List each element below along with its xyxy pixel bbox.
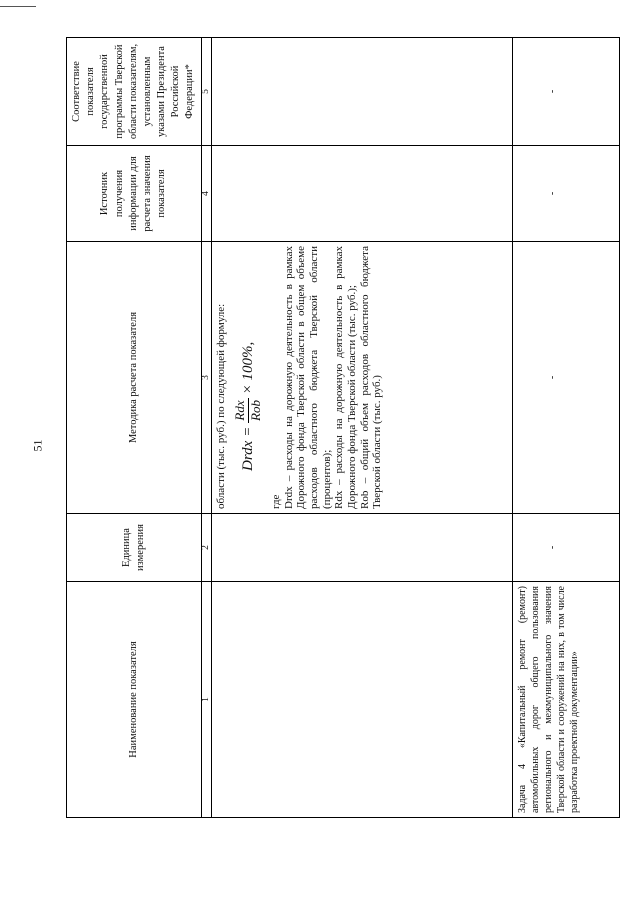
formula-numerator: Rdx — [232, 400, 248, 421]
conformity-cell — [211, 38, 512, 146]
methodology-where: где — [270, 494, 283, 509]
definition-rob: Rob – общий объем расходов областного бюджета Тверской области (тыс. руб.) — [358, 246, 384, 509]
methodology-cell — [211, 242, 512, 514]
task-unit-cell — [512, 514, 619, 582]
corner-mark — [0, 6, 36, 7]
indicator-table-sheet — [66, 38, 607, 818]
formula — [233, 246, 264, 471]
header-source: Источник получения информации для расчета значения показателя — [67, 146, 202, 242]
dash: - — [546, 375, 558, 380]
formula-suffix: × 100%, — [240, 341, 256, 395]
header-conformity: Соответствие показателя государственной программы Тверской области показателям, установленным указами Президента Российской Федерации* — [67, 38, 202, 146]
table-row — [211, 38, 512, 818]
source-cell — [211, 146, 512, 242]
methodology-intro: области (тыс. руб.) по следующей формуле: — [214, 303, 227, 509]
indicator-name-cell — [211, 582, 512, 818]
unit-cell — [211, 514, 512, 582]
definition-rdx: Rdx – расходы на дорожную деятельность в рамках Дорожного фонда Тверской области (тыс. руб.); — [333, 246, 358, 509]
formula-eq: = — [240, 426, 256, 437]
column-number: 3 — [201, 242, 211, 514]
column-number-row — [201, 38, 211, 818]
indicator-table — [66, 37, 620, 818]
page-number: 51 — [30, 439, 45, 452]
task-conformity-cell — [512, 38, 619, 146]
task-name-cell: Задача 4 «Капитальный ремонт (ремонт) автомобильных дорог общего пользования регионального и межмуниципального значения Тверской области и сооружений на них, в том числе разработка проектной документации» — [512, 582, 619, 818]
task-method-cell — [512, 242, 619, 514]
column-number: 4 — [201, 146, 211, 242]
dash: - — [546, 545, 558, 550]
formula-lhs: Drdx — [240, 440, 256, 471]
table-header-row — [67, 38, 202, 818]
header-methodology: Методика расчета показателя — [67, 242, 202, 514]
formula-fraction — [233, 398, 264, 422]
column-number: 2 — [201, 514, 211, 582]
dash: - — [546, 89, 558, 94]
table-row — [512, 38, 619, 818]
dash: - — [546, 191, 558, 196]
task-source-cell — [512, 146, 619, 242]
header-indicator-name: Наименование показателя — [67, 582, 202, 818]
formula-denominator: Rob — [248, 400, 264, 421]
header-unit: Единица измерения — [67, 514, 202, 582]
column-number: 5 — [201, 38, 211, 146]
column-number: 1 — [201, 582, 211, 818]
definition-drdx: Drdx – расходы на дорожную деятельность в рамках Дорожного фонда Тверской области в общем объеме расходов областного бюджета Тверской области (процентов); — [282, 246, 333, 509]
